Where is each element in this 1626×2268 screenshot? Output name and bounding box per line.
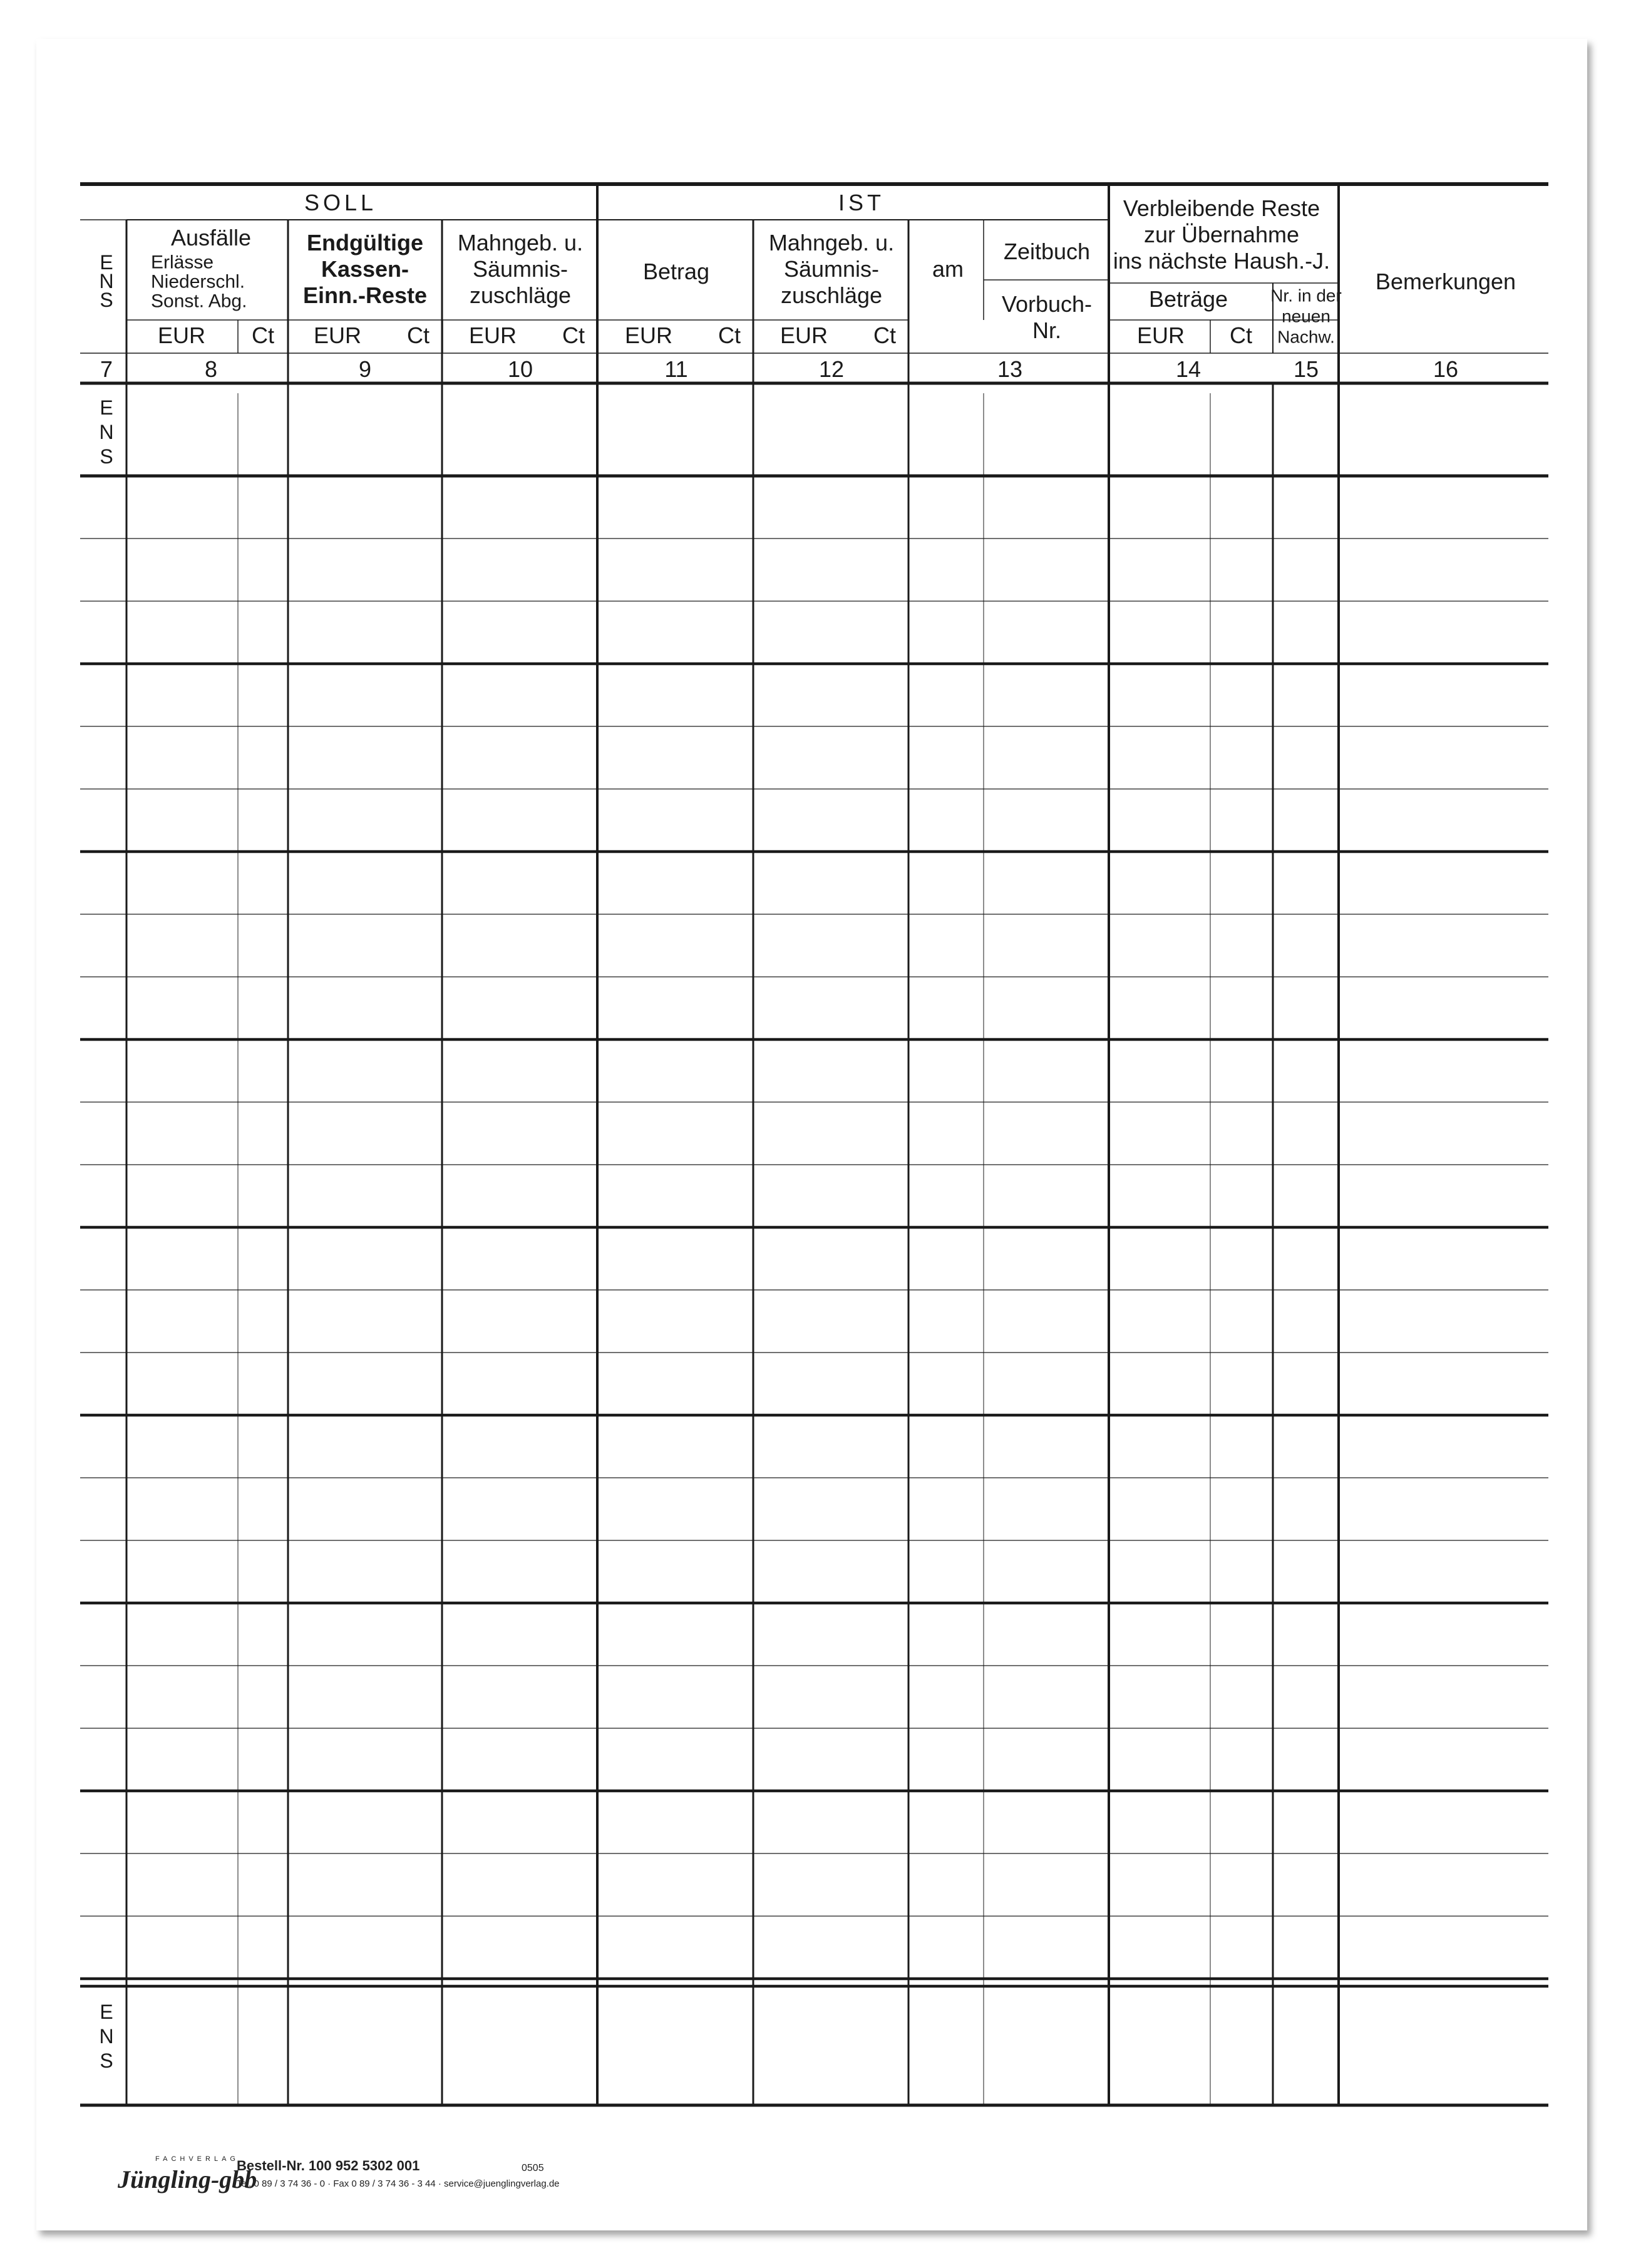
col-number-8: 8 (204, 356, 218, 383)
ist-header: IST (838, 190, 885, 216)
mahngeb-ist-line-3: zuschläge (780, 282, 883, 309)
nr-nachw-line-3: Nachw. (1277, 327, 1335, 347)
ens-top-s: S (100, 445, 113, 468)
eur-label-col8: EUR (157, 322, 206, 349)
mahngeb-ist-line-2: Säumnis- (783, 256, 880, 282)
eur-label-col9: EUR (313, 322, 362, 349)
ausfaelle-erlaesse: Erlässe (151, 252, 214, 273)
mahngeb-soll-line-3: zuschläge (469, 282, 572, 309)
eur-label-col11: EUR (624, 322, 673, 349)
ct-label-col11: Ct (718, 322, 741, 349)
ausfaelle-header: Ausfälle (170, 225, 252, 251)
publisher-tagline: FACHVERLAG (155, 2155, 239, 2163)
am-header: am (932, 256, 964, 282)
publisher-logo: Jüngling-gbb (118, 2165, 257, 2193)
form-code: 0505 (522, 2163, 544, 2173)
ens-header-n: N (99, 270, 114, 293)
ct-label-col12: Ct (873, 322, 896, 349)
zeitbuch-header: Zeitbuch (1003, 239, 1091, 265)
ct-label-col8: Ct (252, 322, 274, 349)
soll-header: SOLL (304, 190, 378, 216)
mahngeb-soll-line-1: Mahngeb. u. (457, 230, 584, 256)
verbleibende-line-1: Verbleibende Reste (1123, 195, 1320, 222)
col-number-9: 9 (358, 356, 372, 383)
ct-label-col10: Ct (562, 322, 585, 349)
nr-nachw-line-1: Nr. in der (1270, 286, 1342, 306)
col-number-14: 14 (1175, 356, 1201, 383)
endgueltige-line-2: Kassen- (321, 256, 409, 282)
mahngeb-soll-line-2: Säumnis- (472, 256, 569, 282)
col-number-13: 13 (997, 356, 1023, 383)
ens-bottom-s: S (100, 2049, 113, 2073)
col-number-16: 16 (1433, 356, 1459, 383)
ens-header-s: S (100, 289, 113, 312)
ens-bottom-n: N (99, 2025, 114, 2048)
betrag-header: Betrag (642, 259, 710, 285)
ct-label-col14: Ct (1230, 322, 1252, 349)
form-sheet (36, 39, 1587, 2230)
ct-label-col9: Ct (407, 322, 430, 349)
ens-bottom-e: E (100, 2001, 113, 2024)
verbleibende-line-3: ins nächste Haush.-J. (1113, 248, 1330, 274)
vorbuch-line-2: Nr. (1032, 317, 1062, 344)
nr-nachw-line-2: neuen (1282, 306, 1330, 326)
order-number: Bestell-Nr. 100 952 5302 001 (237, 2158, 420, 2173)
betraege-header: Beträge (1148, 286, 1228, 312)
ausfaelle-sonst: Sonst. Abg. (151, 291, 247, 312)
eur-label-col10: EUR (468, 322, 517, 349)
col-number-11: 11 (664, 356, 688, 383)
ens-header-e: E (100, 251, 113, 274)
ens-top-e: E (100, 396, 113, 420)
publisher-contact: Tel. 0 89 / 3 74 36 - 0 · Fax 0 89 / 3 74 36 - 3 44 · service@juenglingverlag.de (237, 2178, 560, 2189)
mahngeb-ist-line-1: Mahngeb. u. (768, 230, 895, 256)
col-number-7: 7 (100, 356, 113, 383)
ens-top-n: N (99, 421, 114, 444)
grid-lines (36, 39, 1587, 2230)
endgueltige-line-1: Endgültige (307, 230, 423, 256)
col-number-15: 15 (1293, 356, 1319, 383)
col-number-10: 10 (507, 356, 533, 383)
bemerkungen-header: Bemerkungen (1375, 269, 1516, 295)
eur-label-col14: EUR (1136, 322, 1185, 349)
vorbuch-line-1: Vorbuch- (1001, 291, 1093, 317)
ausfaelle-niederschl: Niederschl. (151, 271, 245, 292)
eur-label-col12: EUR (780, 322, 828, 349)
verbleibende-line-2: zur Übernahme (1143, 222, 1300, 248)
col-number-12: 12 (818, 356, 845, 383)
endgueltige-line-3: Einn.-Reste (302, 282, 428, 309)
